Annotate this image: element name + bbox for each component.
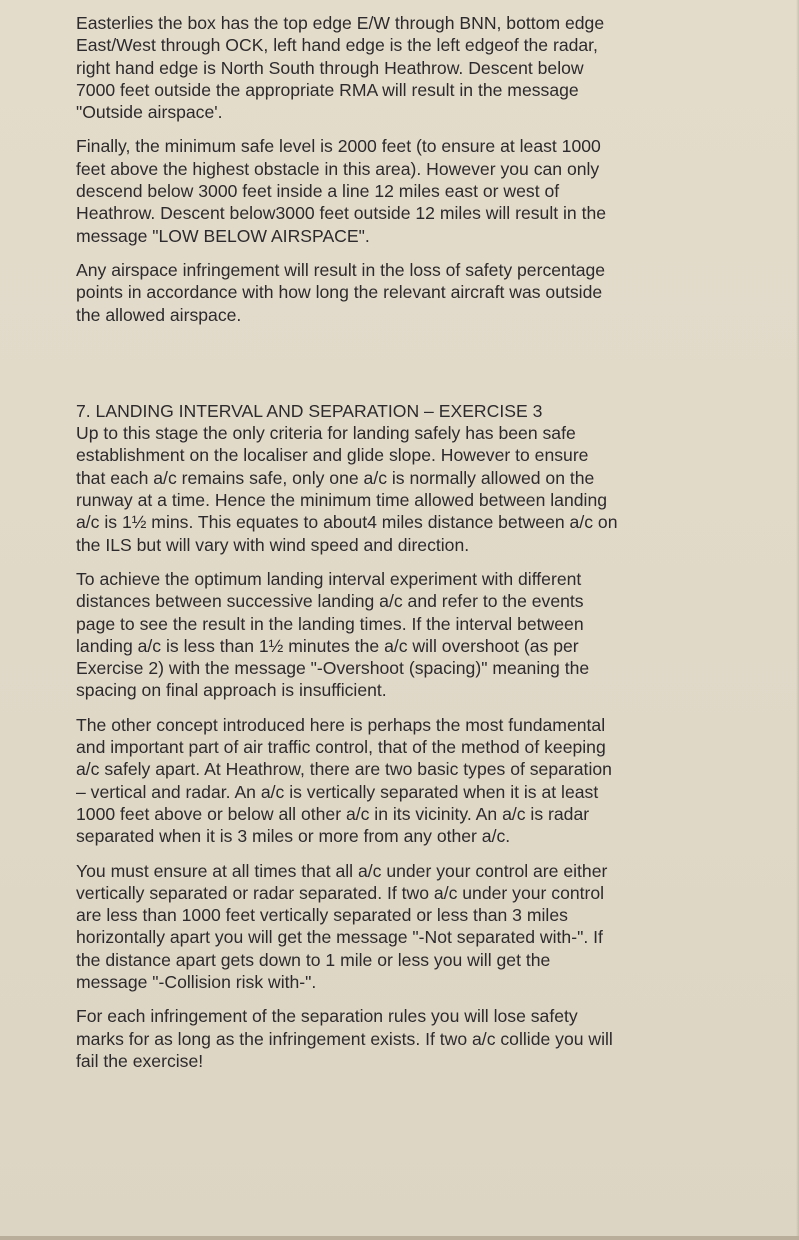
- paragraph-airspace-box: Easterlies the box has the top edge E/W through BNN, bottom edge East/West through OCK, left hand edge is the left edgeof the radar, right hand edge is North South through Heathrow. Descent below 7000 feet outside the appropriate RMA will result in the message "Outside airspace'.: [76, 13, 605, 123]
- paragraph-optimum-interval: To achieve the optimum landing interval experiment with different distances between successive landing a/c and refer to the events page to see the result in the landing times. If the interval between landing a/c is less than 1½ minutes the a/c will overshoot (as per Exercise 2) with the message "-Overshoot (spacing)" meaning the spacing on final approach is insufficient.: [76, 568, 590, 701]
- section-heading: 7. LANDING INTERVAL AND SEPARATION – EXERCISE 3: [76, 400, 543, 421]
- paragraph-safety-marks: For each infringement of the separation rules you will lose safety marks for as long as the infringement exists. If two a/c collide you will fail the exercise!: [76, 1006, 613, 1071]
- page-content: [76, 12, 736, 1084]
- paragraph-separation-messages: You must ensure at all times that all a/c under your control are either vertically separated or radar separated. If two a/c under your control are less than 1000 feet vertically separated or less than 3 miles horizontally apart you will get the message "-Not separated with-". If the distance apart gets down to 1 mile or less you will get the message "-Collision risk with-".: [76, 860, 608, 992]
- paragraph-airspace-infringement: Any airspace infringement will result in the loss of safety percentage points in accordance with how long the relevant aircraft was outside the allowed airspace.: [76, 259, 606, 325]
- paragraph-separation-concept: The other concept introduced here is perhaps the most fundamental and important part of air traffic control, that of the method of keeping a/c safely apart. At Heathrow, there are two basic types of separation – vertical and radar. An a/c is vertically separated when it is at least 1000 feet above or below all other a/c in its vicinity. An a/c is radar separated when it is 3 miles or more from any other a/c.: [76, 714, 612, 847]
- paragraph-landing-criteria: Up to this stage the only criteria for landing safely has been safe establishment on the localiser and glide slope. However to ensure that each a/c remains safe, only one a/c is normally allowed on the runway at a time. Hence the minimum time allowed between landing a/c is 1½ mins. This equates to about4 miles distance between a/c on the ILS but will vary with wind speed and direction.: [76, 423, 618, 555]
- page-bottom-edge: [0, 1236, 799, 1240]
- paragraph-minimum-safe-level: Finally, the minimum safe level is 2000 feet (to ensure at least 1000 feet above the highest obstacle in this area). However you can only descend below 3000 feet inside a line 12 miles east or west of Heathrow. Descent below3000 feet outside 12 miles will result in the message "LOW BELOW AIRSPACE".: [76, 136, 607, 246]
- section-spacer: [76, 338, 736, 400]
